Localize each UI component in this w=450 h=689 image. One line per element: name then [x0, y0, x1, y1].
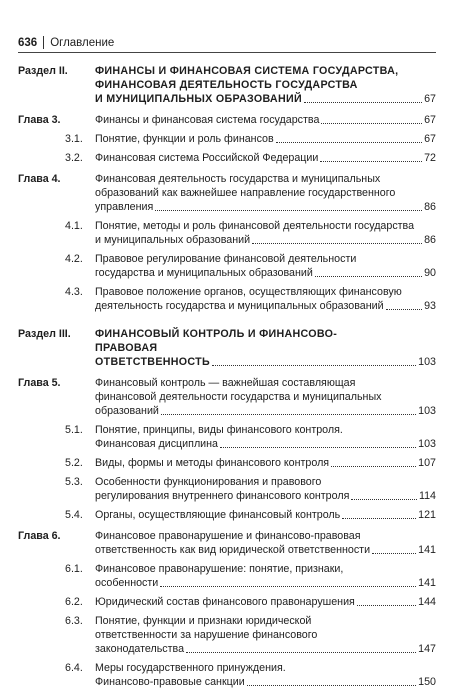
toc-subsection: [65, 562, 436, 590]
toc-number: 5.1.: [65, 424, 83, 436]
toc-number: Глава 6.: [18, 530, 61, 542]
toc-title-line: Органы, осуществляющие финансовый контроль: [95, 509, 341, 521]
toc-number: 6.1.: [65, 563, 83, 575]
toc-title-line: Финансовое правонарушение: понятие, признаки,: [95, 563, 344, 575]
toc-page-number: 93: [424, 300, 436, 312]
toc-subsection: [65, 595, 436, 609]
toc-number: 3.1.: [65, 133, 83, 145]
toc-number: 4.2.: [65, 253, 83, 265]
toc-title-line: регулирования внутреннего финансового контроля: [95, 490, 350, 502]
toc-title-line: финансовой деятельности государства и муниципальных: [95, 391, 382, 403]
toc-page-number: 114: [418, 490, 436, 502]
toc-title-line: Понятие, функции и признаки юридической: [95, 615, 312, 627]
toc-subsection: [65, 132, 436, 146]
toc-page-number: 90: [424, 267, 436, 279]
dot-leader: [252, 243, 422, 244]
toc-title-line: Финансы и финансовая система государства: [95, 114, 320, 126]
toc-page-number: 103: [418, 405, 436, 417]
toc-title-line: государства и муниципальных образований: [95, 267, 313, 279]
toc-page-number: 67: [424, 114, 436, 126]
dot-leader: [186, 652, 416, 653]
toc-page-number: 141: [418, 544, 436, 556]
toc-title-line: ОТВЕТСТВЕННОСТЬ: [95, 356, 210, 368]
toc-title-line: Финансовое правонарушение и финансово-правовая: [95, 530, 361, 542]
toc-title-line: особенности: [95, 577, 159, 589]
toc-page-number: 150: [418, 676, 436, 688]
toc-number: Глава 4.: [18, 173, 61, 185]
toc-chapter: [18, 376, 436, 418]
toc-number: 4.3.: [65, 286, 83, 298]
toc-title-line: деятельность государства и муниципальных образований: [95, 300, 384, 312]
toc-title-line: Правовое положение органов, осуществляющих финансовую: [95, 286, 402, 298]
dot-leader: [161, 414, 416, 415]
toc-page-number: 121: [418, 509, 436, 521]
toc-subsection: [65, 252, 436, 280]
toc-title-line: Финансово-правовые санкции: [95, 676, 245, 688]
running-title: Оглавление: [50, 36, 115, 49]
toc-chapter: [18, 172, 436, 214]
dot-leader: [220, 447, 416, 448]
toc-title-line: Понятие, принципы, виды финансового контроля.: [95, 424, 343, 436]
toc-subsection: [65, 614, 436, 656]
header-separator: [43, 36, 44, 49]
dot-leader: [155, 210, 422, 211]
toc-title-line: И МУНИЦИПАЛЬНЫХ ОБРАЗОВАНИЙ: [95, 93, 302, 105]
toc-page-number: 103: [418, 356, 436, 368]
toc-number: 3.2.: [65, 152, 83, 164]
toc-title-line: ответственности за нарушение финансового: [95, 629, 318, 641]
dot-leader: [342, 518, 416, 519]
toc-title-line: Понятие, методы и роль финансовой деятельности государства: [95, 220, 415, 232]
dot-leader: [160, 586, 416, 587]
toc-number: 6.3.: [65, 615, 83, 627]
toc-number: 5.3.: [65, 476, 83, 488]
toc-title-line: Правовое регулирование финансовой деятельности: [95, 253, 357, 265]
table-of-contents: [0, 60, 450, 689]
toc-section: [18, 327, 436, 369]
toc-title-line: управления: [95, 201, 154, 213]
toc-subsection: [65, 423, 436, 451]
toc-title-line: Виды, формы и методы финансового контроля: [95, 457, 330, 469]
dot-leader: [386, 309, 423, 310]
toc-title-line: законодательства: [95, 643, 185, 655]
toc-subsection: [65, 219, 436, 247]
toc-title-line: Особенности функционирования и правового: [95, 476, 322, 488]
toc-number: Глава 3.: [18, 114, 61, 126]
dot-leader: [357, 605, 416, 606]
toc-title-line: образований: [95, 405, 159, 417]
toc-subsection: [65, 456, 436, 470]
toc-page-number: 144: [418, 596, 436, 608]
toc-title-line: ПРАВОВАЯ: [95, 342, 158, 354]
toc-title-line: ФИНАНСОВЫЙ КОНТРОЛЬ И ФИНАНСОВО-: [95, 328, 338, 340]
header-rule: [18, 52, 436, 53]
dot-leader: [320, 161, 422, 162]
toc-page-number: 86: [424, 234, 436, 246]
dot-leader: [372, 553, 416, 554]
toc-subsection: [65, 285, 436, 313]
dot-leader: [331, 466, 416, 467]
page-number: 636: [18, 36, 38, 49]
toc-page-number: 86: [424, 201, 436, 213]
toc-subsection: [65, 475, 436, 503]
toc-section: [18, 64, 436, 106]
toc-title-line: Финансовая система Российской Федерации: [95, 152, 319, 164]
toc-page-number: 141: [418, 577, 436, 589]
toc-title-line: Юридический состав финансового правонарушения: [95, 596, 355, 608]
page-header: [18, 36, 114, 49]
toc-title-line: образований как важнейшее направление государственного: [95, 187, 396, 199]
toc-page-number: 67: [424, 93, 436, 105]
toc-title-line: Финансовая дисциплина: [95, 438, 218, 450]
toc-number: Раздел III.: [18, 328, 71, 340]
toc-title-line: Финансовая деятельность государства и муниципальных: [95, 173, 381, 185]
toc-number: 5.2.: [65, 457, 83, 469]
toc-title-line: ответственность как вид юридической ответственности: [95, 544, 371, 556]
toc-title-line: Понятие, функции и роль финансов: [95, 133, 274, 145]
toc-title-line: и муниципальных образований: [95, 234, 251, 246]
dot-leader: [315, 276, 422, 277]
toc-title-line: ФИНАНСОВАЯ ДЕЯТЕЛЬНОСТЬ ГОСУДАРСТВА: [95, 79, 358, 91]
toc-page-number: 67: [424, 133, 436, 145]
toc-title-line: Меры государственного принуждения.: [95, 662, 286, 674]
toc-title-line: ФИНАНСЫ И ФИНАНСОВАЯ СИСТЕМА ГОСУДАРСТВА,: [95, 65, 399, 77]
toc-title-line: Финансовый контроль — важнейшая составляющая: [95, 377, 356, 389]
toc-subsection: [65, 508, 436, 522]
dot-leader: [351, 499, 417, 500]
toc-page-number: 147: [418, 643, 436, 655]
toc-number: 4.1.: [65, 220, 83, 232]
dot-leader: [212, 365, 416, 366]
toc-page-number: 72: [424, 152, 436, 164]
toc-number: 5.4.: [65, 509, 83, 521]
toc-subsection: [65, 151, 436, 165]
toc-page-number: 107: [418, 457, 436, 469]
toc-page-number: 103: [418, 438, 436, 450]
toc-number: 6.4.: [65, 662, 83, 674]
toc-number: 6.2.: [65, 596, 83, 608]
toc-subsection: [65, 661, 436, 689]
dot-leader: [321, 123, 422, 124]
toc-chapter: [18, 113, 436, 127]
dot-leader: [247, 685, 416, 686]
toc-number: Раздел II.: [18, 65, 68, 77]
toc-number: Глава 5.: [18, 377, 61, 389]
dot-leader: [276, 142, 422, 143]
dot-leader: [304, 102, 422, 103]
toc-chapter: [18, 529, 436, 557]
